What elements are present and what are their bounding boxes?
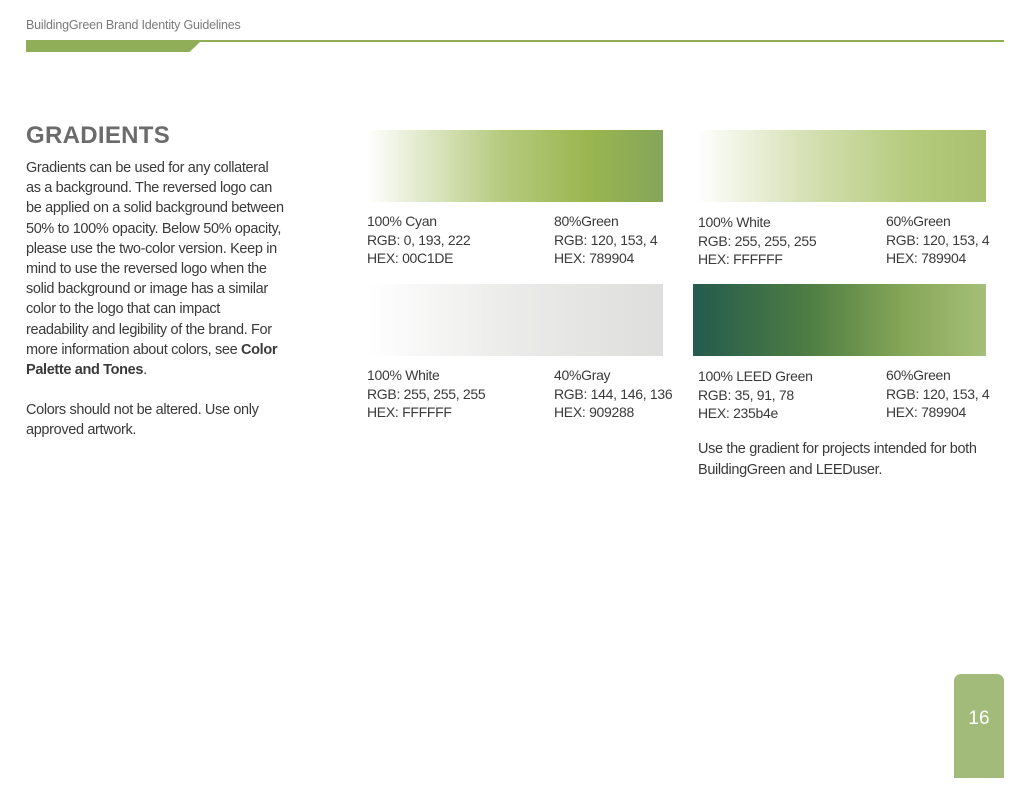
color-hex: HEX: FFFFFF — [367, 404, 452, 420]
gradient-swatch-cyan-green — [367, 130, 663, 202]
page-number: 16 — [968, 708, 990, 729]
body-paragraph-gradients — [26, 158, 284, 380]
gradient-2-left-label — [698, 213, 816, 269]
color-palette-reference: Color Palette and Tones — [26, 341, 278, 379]
page-title: GRADIENTS — [26, 122, 171, 149]
gradient-swatch-white-gray — [367, 284, 663, 356]
color-hex: HEX: 235b4e — [698, 405, 778, 421]
gradient-2-right-label — [886, 212, 989, 268]
color-hex: HEX: 909288 — [554, 404, 634, 420]
color-name: 80%Green — [554, 213, 619, 229]
gradient-1-left-label — [367, 212, 470, 268]
color-rgb: RGB: 120, 153, 4 — [554, 231, 658, 248]
body-copy — [26, 158, 284, 441]
document-header-title: BuildingGreen Brand Identity Guidelines — [26, 18, 241, 32]
body-paragraph-colors: Colors should not be altered. Use only approved artwork. — [26, 402, 259, 439]
gradient-usage-note: Use the gradient for projects intended for both BuildingGreen and LEEDuser. — [698, 441, 977, 478]
color-rgb: RGB: 255, 255, 255 — [367, 385, 486, 402]
header-rule — [26, 40, 1004, 42]
color-rgb: RGB: 255, 255, 255 — [698, 232, 817, 249]
color-name: 60%Green — [886, 367, 951, 383]
body-paragraph-end: . — [143, 362, 147, 379]
gradient-1-right-label — [554, 212, 657, 268]
color-name: 100% Cyan — [367, 213, 437, 229]
gradient-3-right-label — [554, 366, 672, 422]
gradient-4-right-label — [886, 366, 989, 422]
body-paragraph-text: Gradients can be used for any collateral as a background. The reversed logo can be applied on a solid background between 50% to 100% opacity. Below 50% opacity, please use the two-color version. Keep in mind to use the reversed logo when the solid background or image has a similar color to the logo that can impact readability and legibility of the brand. For more information about colors, see — [26, 160, 284, 358]
color-rgb: RGB: 35, 91, 78 — [698, 386, 794, 403]
gradient-4-left-label — [698, 367, 813, 423]
color-rgb: RGB: 120, 153, 4 — [886, 231, 990, 248]
color-hex: HEX: 789904 — [886, 250, 966, 266]
page-number-tab — [954, 674, 1004, 778]
gradient-3-left-label — [367, 366, 485, 422]
color-name: 100% White — [367, 367, 440, 383]
color-hex: HEX: 789904 — [554, 250, 634, 266]
color-name: 100% White — [698, 214, 771, 230]
gradient-swatch-white-green — [697, 130, 986, 202]
color-rgb: RGB: 120, 153, 4 — [886, 385, 990, 402]
color-name: 60%Green — [886, 213, 951, 229]
gradient-swatch-leed-green — [693, 284, 986, 356]
color-hex: HEX: 00C1DE — [367, 250, 454, 266]
color-name: 100% LEED Green — [698, 368, 813, 384]
color-name: 40%Gray — [554, 367, 611, 383]
color-rgb: RGB: 0, 193, 222 — [367, 231, 471, 248]
color-rgb: RGB: 144, 146, 136 — [554, 385, 673, 402]
color-hex: HEX: 789904 — [886, 404, 966, 420]
color-hex: HEX: FFFFFF — [698, 251, 783, 267]
header-accent-tab — [26, 42, 200, 52]
